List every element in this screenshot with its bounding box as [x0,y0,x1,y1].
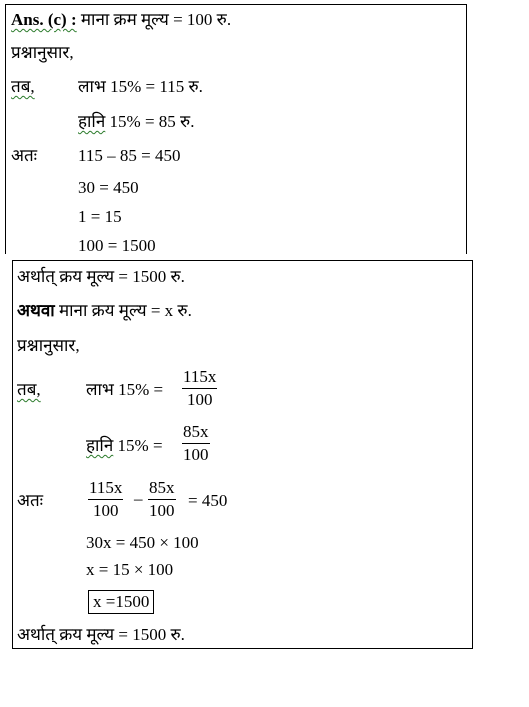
loss-word: हानि [78,112,106,131]
equation-3: 1 = 15 [78,207,122,226]
profit-fraction [182,366,217,411]
loss-line [78,112,194,132]
loss-rest: 15% = 85 रु. [105,112,195,131]
according-heading-2: प्रश्नानुसार, [17,336,80,355]
answer-label: Ans. (c) : [11,10,77,29]
step-1: 30x = 450 × 100 [86,533,199,552]
fraction-2 [148,477,176,522]
final-line: अर्थात् क्रय मूल्य = 1500 रु. [17,625,185,644]
loss-label [86,436,163,456]
fraction-1-denominator: 100 [92,501,119,520]
profit-denominator: 100 [186,390,213,409]
therefore-label: अतः [11,146,38,165]
fraction-1 [88,477,123,522]
equation-2: 30 = 450 [78,178,139,197]
or-word: अथवा [17,301,55,320]
solution-box-top [5,4,467,254]
then-label-2: तब, [17,380,41,399]
equation-4: 100 = 1500 [78,236,156,255]
step-2: x = 15 × 100 [86,560,174,579]
answer-line [11,10,231,30]
minus-sign: – [134,489,143,508]
loss-word-2: हानि [86,436,114,455]
loss-rest-2: 15% = [113,436,163,455]
assumption-text: माना क्रम मूल्य = 100 रु. [76,10,232,29]
then-label: तब, [11,77,35,96]
meaning-line: अर्थात् क्रय मूल्य = 1500 रु. [17,267,185,286]
profit-label: लाभ 15% = [86,380,164,399]
alternative-rest: माना क्रय मूल्य = x रु. [54,301,192,320]
loss-fraction [182,421,210,466]
fraction-2-denominator: 100 [149,501,175,520]
according-heading: प्रश्नानुसार, [11,43,74,62]
fraction-2-numerator: 85x [148,477,176,500]
fraction-1-numerator: 115x [88,477,123,500]
result-box: x =1500 [88,590,154,614]
alternative-line [17,301,192,321]
loss-denominator: 100 [183,445,209,464]
equation-rhs: = 450 [188,491,228,510]
equation-1: 115 – 85 = 450 [78,146,181,165]
loss-numerator: 85x [182,421,210,444]
therefore-label-2: अतः [17,491,44,510]
profit-line: लाभ 15% = 115 रु. [78,77,203,96]
profit-numerator: 115x [182,366,217,389]
